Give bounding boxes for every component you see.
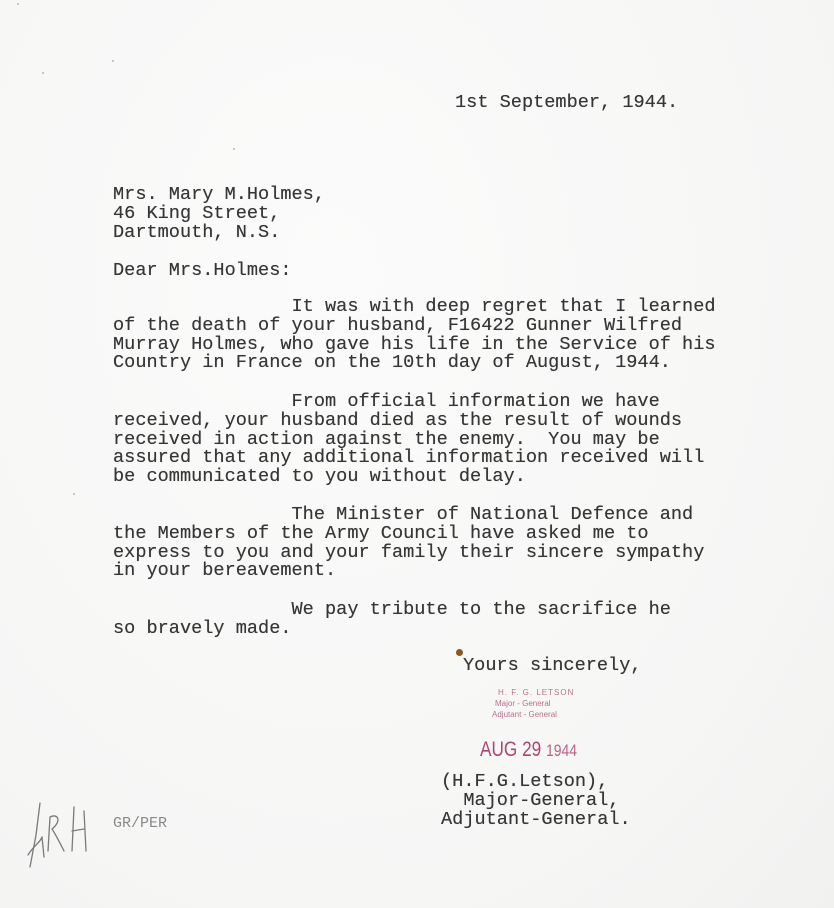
address-line-street: 46 King Street, — [113, 202, 281, 224]
letter-date: 1st September, 1944. — [455, 92, 679, 113]
signatory-name: (H.F.G.Letson), — [441, 771, 609, 792]
paragraph-line: Murray Holmes, who gave his life in the Service of his — [113, 333, 716, 355]
date-stamp-month-day: AUG 29 — [480, 738, 547, 761]
paragraph-line: It was with deep regret that I learned — [113, 296, 716, 317]
signatory-rank: Major-General, — [441, 789, 620, 811]
paragraph-line: be communicated to you without delay. — [113, 466, 526, 488]
paragraph-line: From official information we have — [113, 391, 660, 412]
recipient-address — [113, 186, 325, 242]
closing: Yours sincerely, — [463, 655, 642, 676]
stamp-name-line: H. F. G. LETSON — [498, 688, 575, 697]
paragraph-line: the Members of the Army Council have asked me to — [113, 522, 649, 544]
paragraph-condolence — [113, 298, 716, 373]
paragraph-line: in your bereavement. — [113, 560, 337, 582]
paragraph-sympathy — [113, 506, 704, 581]
signature-stamp — [492, 687, 602, 720]
paper-speck — [112, 60, 114, 62]
date-stamp — [480, 739, 577, 762]
paragraph-line: received, your husband died as the result of wounds — [113, 409, 683, 431]
paper-speck — [233, 148, 235, 150]
paragraph-line: express to you and your family their sincere sympathy — [113, 541, 705, 563]
ink-blot — [456, 649, 463, 656]
paragraph-line: Country in France on the 10th day of August, 1944. — [113, 352, 671, 374]
stamp-rank-line: Major - General — [495, 699, 551, 708]
paragraph-line: of the death of your husband, F16422 Gunner Wilfred — [113, 314, 683, 336]
paper-speck — [73, 493, 75, 495]
paragraph-line: so bravely made. — [113, 617, 292, 639]
address-line-city: Dartmouth, N.S. — [113, 221, 281, 243]
date-stamp-year: 1944 — [546, 741, 578, 760]
address-line-name: Mrs. Mary M.Holmes, — [113, 184, 326, 205]
paper-speck — [42, 72, 44, 74]
salutation: Dear Mrs.Holmes: — [113, 260, 292, 281]
stamp-title-line: Adjutant - General — [492, 710, 557, 719]
signature-block — [441, 773, 631, 829]
paper-speck — [17, 3, 19, 5]
paragraph-line: The Minister of National Defence and — [113, 504, 694, 525]
paragraph-line: assured that any additional information received will — [113, 447, 705, 469]
reference-code: GR/PER — [113, 815, 168, 832]
paragraph-line: received in action against the enemy. You may be — [113, 428, 660, 450]
signatory-title: Adjutant-General. — [441, 808, 631, 830]
paragraph-line: We pay tribute to the sacrifice he — [113, 599, 671, 620]
paragraph-official-information — [113, 393, 704, 487]
paragraph-tribute — [113, 601, 671, 639]
handwritten-initials-icon — [22, 795, 92, 875]
